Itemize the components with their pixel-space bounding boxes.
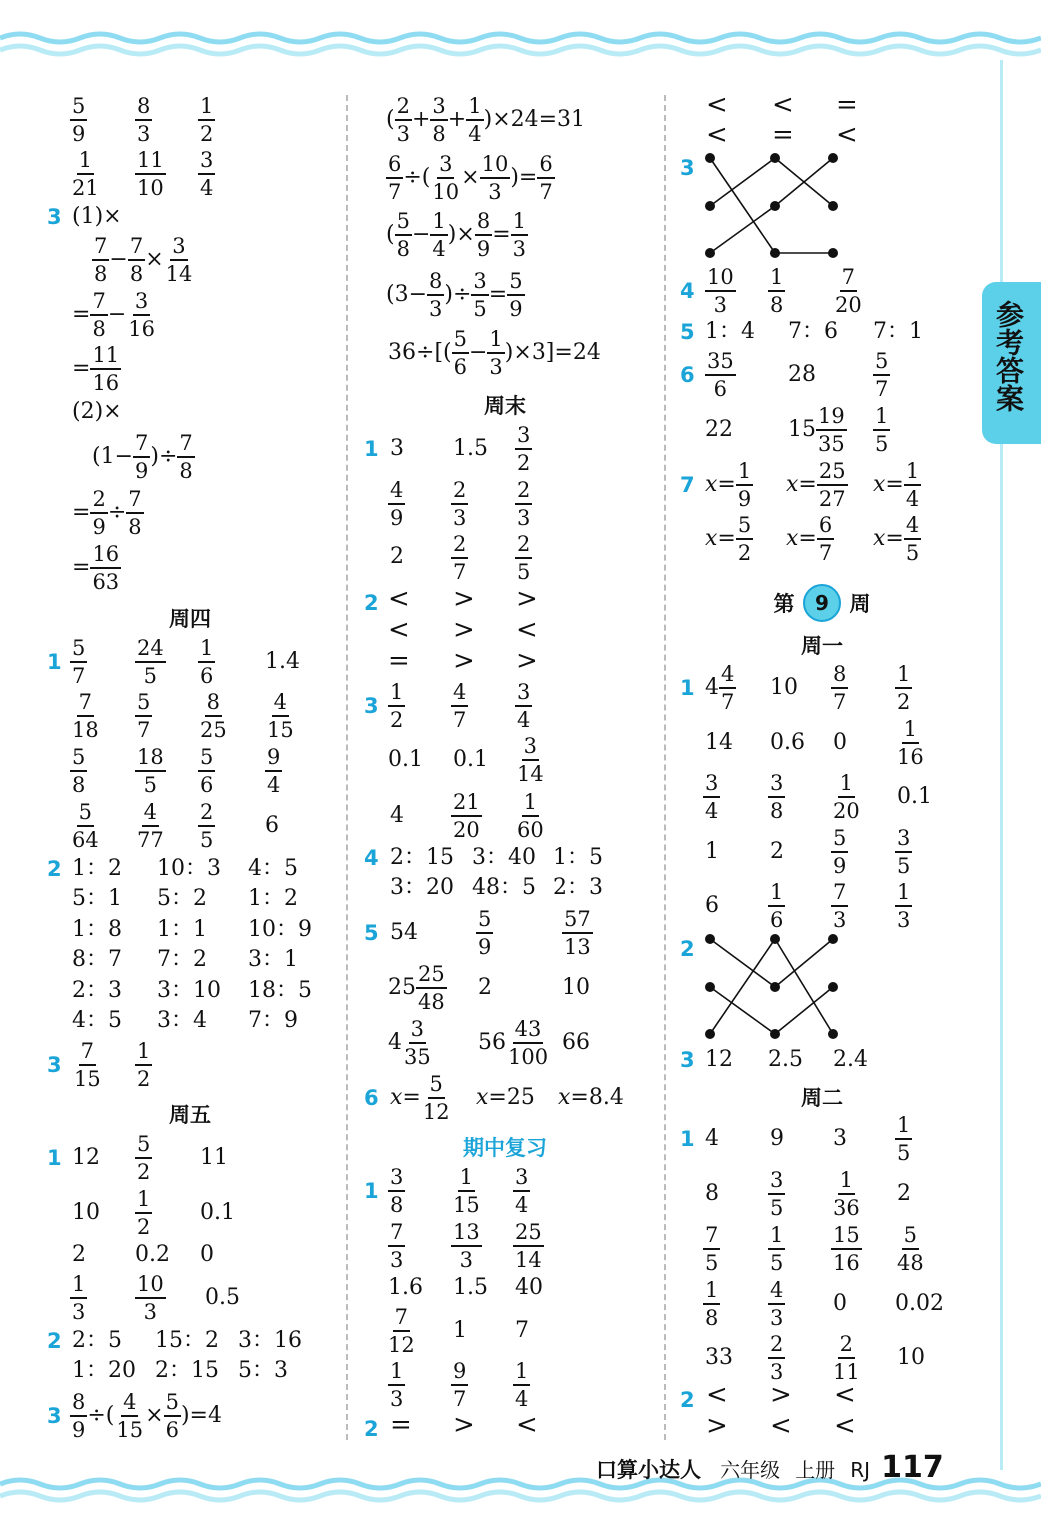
ratio-answer: 4：5 — [72, 1008, 122, 1033]
answer-item: 6 — [265, 813, 279, 838]
answer-item: $\frac{5}{2}$ — [137, 1132, 151, 1184]
equation: 36÷[( $\frac{5}{6}$ − $\frac{1}{3}$ )×3]=24 — [388, 327, 601, 379]
compare-symbol: < — [772, 90, 794, 120]
compare-symbol: < — [834, 1380, 856, 1410]
answer-item: $\frac{5}{7}$ — [875, 349, 889, 401]
footer — [596, 1450, 944, 1485]
footer-edition: RJ — [850, 1458, 871, 1482]
question-number: 3 — [364, 694, 379, 718]
answer-item: 4 — [390, 803, 404, 828]
answer-tab — [982, 282, 1041, 444]
answer-item: $\frac{1}{5}$ — [770, 1223, 784, 1275]
sub-label: (1)× — [72, 204, 122, 229]
answer-item: x= $\frac{6}{7}$ — [786, 513, 833, 565]
answer-item: $\frac{1}{21}$ — [72, 148, 99, 200]
answer-item: $\frac{21}{20}$ — [453, 790, 480, 842]
answer-item: $\frac{5}{9}$ — [833, 826, 847, 878]
calc-step: = $\frac{7}{8}$ − $\frac{3}{16}$ — [72, 289, 155, 341]
answer-item: 0.1 — [200, 1200, 235, 1225]
answer-item: 14 — [705, 730, 733, 755]
ratio-answer: 15：2 — [155, 1328, 219, 1353]
section-title-zhoumo: 周末 — [484, 394, 526, 418]
ratio-answer: 3：16 — [238, 1328, 302, 1353]
answer-item: $\frac{5}{8}$ — [72, 745, 86, 797]
answer-item: 15 $\frac{19}{35}$ — [788, 404, 845, 456]
answer-item: 1.5 — [453, 1275, 488, 1300]
answer-item: 10 — [562, 975, 590, 1000]
answer-item: x= $\frac{5}{12}$ — [390, 1072, 450, 1124]
section-title-zhouer: 周二 — [801, 1086, 843, 1110]
answer-item: $\frac{2}{3}$ — [770, 1332, 784, 1384]
answer-item: x=25 — [476, 1085, 535, 1110]
answer-item: $\frac{8}{3}$ — [137, 94, 151, 146]
compare-symbol: < — [516, 1410, 538, 1440]
compare-symbol: < — [836, 120, 858, 150]
question-number: 2 — [364, 591, 379, 615]
ratio-answer: 2：5 — [72, 1328, 122, 1353]
ratio-answer: 1：8 — [72, 917, 122, 942]
answer-item: $\frac{1}{15}$ — [453, 1165, 480, 1217]
ratio-answer: 3：40 — [472, 845, 536, 870]
question-number: 3 — [47, 205, 62, 229]
ratio-answer: 3：1 — [248, 947, 298, 972]
ratio-answer: 10：9 — [248, 917, 312, 942]
answer-item: 10 — [897, 1345, 925, 1370]
answer-item: 0.1 — [453, 747, 488, 772]
answer-item: $\frac{1}{4}$ — [515, 1359, 529, 1411]
answer-item: $\frac{5}{9}$ — [72, 94, 86, 146]
section-title-zhousi: 周四 — [169, 607, 211, 631]
answer-item: $\frac{35}{6}$ — [707, 349, 734, 401]
calc-step: = $\frac{16}{63}$ — [72, 542, 120, 594]
week-badge — [803, 584, 841, 622]
answer-item: $\frac{3}{8}$ — [770, 771, 784, 823]
answer-item: $\frac{8}{25}$ — [200, 690, 227, 742]
ratio-answer: 3：10 — [157, 978, 221, 1003]
compare-symbol: > — [453, 584, 475, 614]
answer-item: 40 — [515, 1275, 543, 1300]
answer-item: x=8.4 — [558, 1085, 624, 1110]
answer-item: x= $\frac{25}{27}$ — [786, 459, 846, 511]
answer-item: $\frac{1}{3}$ — [390, 1359, 404, 1411]
ratio-answer: 7：9 — [248, 1008, 298, 1033]
answer-item: $\frac{9}{4}$ — [267, 745, 281, 797]
ratio-answer: 3：4 — [157, 1008, 207, 1033]
answer-item: 4 $\frac{3}{35}$ — [388, 1017, 431, 1069]
sub-label: (2)× — [72, 399, 122, 424]
answer-item: 9 — [770, 1126, 784, 1151]
answer-item: 33 — [705, 1345, 733, 1370]
answer-item: 0 — [200, 1242, 214, 1267]
answer-tab-label: 参考答案 — [992, 300, 1025, 412]
ratio-answer: 5：2 — [157, 886, 207, 911]
answer-item: $\frac{7}{3}$ — [833, 880, 847, 932]
answer-item: $\frac{1}{3}$ — [72, 1272, 86, 1324]
answer-item: 0.1 — [388, 747, 423, 772]
footer-grade: 六年级 — [720, 1458, 781, 1482]
answer-item: 2.5 — [768, 1047, 803, 1072]
answer-item: $\frac{2}{11}$ — [833, 1332, 860, 1384]
answer-item: $\frac{3}{8}$ — [390, 1165, 404, 1217]
answer-item: $\frac{1}{3}$ — [897, 880, 911, 932]
ratio-answer: 7：6 — [788, 319, 838, 344]
question-number: 1 — [47, 650, 62, 674]
answer-item: $\frac{15}{16}$ — [833, 1223, 860, 1275]
answer-item: $\frac{4}{9}$ — [390, 478, 404, 530]
week-prefix: 第 — [773, 592, 795, 616]
compare-symbol: < — [834, 1411, 856, 1441]
answer-item: x= $\frac{4}{5}$ — [873, 513, 920, 565]
answer-item: $\frac{5}{48}$ — [897, 1223, 924, 1275]
answer-item: $\frac{1}{36}$ — [833, 1168, 860, 1220]
compare-symbol: = — [836, 90, 858, 120]
answer-item: $\frac{2}{7}$ — [453, 532, 467, 584]
answer-item: $\frac{3}{14}$ — [517, 734, 544, 786]
compare-symbol: > — [516, 584, 538, 614]
answer-item: $\frac{5}{7}$ — [72, 636, 86, 688]
answer-item: $\frac{10}{3}$ — [137, 1272, 164, 1324]
section-title-zhouyi: 周一 — [801, 634, 843, 658]
answer-item: 7 — [515, 1318, 529, 1343]
section-title-midterm: 期中复习 — [463, 1136, 547, 1160]
question-number: 2 — [47, 857, 62, 881]
question-number: 1 — [364, 1179, 379, 1203]
answer-item: $\frac{9}{7}$ — [453, 1359, 467, 1411]
answer-item: 2 — [770, 839, 784, 864]
answer-item: $\frac{7}{20}$ — [835, 265, 862, 317]
answer-item: 11 — [200, 1145, 228, 1170]
answer-item: $\frac{3}{4}$ — [515, 1165, 529, 1217]
answer-item: $\frac{3}{4}$ — [705, 771, 719, 823]
answer-item: $\frac{1}{5}$ — [875, 404, 889, 456]
calc-step: = $\frac{2}{9}$ ÷ $\frac{7}{8}$ — [72, 487, 142, 539]
answer-item: $\frac{24}{5}$ — [137, 636, 164, 688]
compare-symbol: < — [388, 584, 410, 614]
ratio-answer: 10：3 — [157, 856, 221, 881]
ratio-answer: 1：20 — [72, 1358, 136, 1383]
answer-item: $\frac{1}{2}$ — [200, 94, 214, 146]
answer-item: $\frac{1}{6}$ — [770, 880, 784, 932]
answer-item: $\frac{7}{12}$ — [388, 1305, 415, 1357]
answer-item: $\frac{3}{4}$ — [200, 148, 214, 200]
answer-item: $\frac{3}{2}$ — [517, 423, 531, 475]
compare-symbol: = — [772, 120, 794, 150]
equation: $\frac{6}{7}$ ÷( $\frac{3}{10}$ × $\frac{10}{3}$ )= $\frac{6}{7}$ — [388, 152, 553, 204]
page-number: 117 — [881, 1450, 944, 1485]
answer-item: 0.02 — [895, 1291, 944, 1316]
answer-item: $\frac{1}{60}$ — [517, 790, 544, 842]
answer-item: $\frac{1}{2}$ — [897, 662, 911, 714]
compare-symbol: > — [453, 646, 475, 676]
question-number: 2 — [364, 1417, 379, 1441]
answer-item: $\frac{7}{18}$ — [72, 690, 99, 742]
question-number: 6 — [680, 363, 695, 387]
question-number: 1 — [680, 676, 695, 700]
answer-item: x= $\frac{1}{4}$ — [873, 459, 920, 511]
ratio-answer: 18：5 — [248, 978, 312, 1003]
calc-step: = $\frac{11}{16}$ — [72, 343, 120, 395]
calc-step: $\frac{7}{8}$ − $\frac{7}{8}$ × $\frac{3}{14}$ — [94, 234, 193, 286]
answer-item: 66 — [562, 1030, 590, 1055]
answer-item: $\frac{2}{5}$ — [517, 532, 531, 584]
answer-item: 10 — [770, 675, 798, 700]
ratio-answer: 3：20 — [390, 875, 454, 900]
answer-item: 4 — [705, 1126, 719, 1151]
column-divider-1 — [346, 95, 348, 1440]
answer-item: $\frac{5}{7}$ — [137, 690, 151, 742]
matching-lines-q2 — [700, 931, 845, 1041]
top-wave-border — [0, 28, 1041, 62]
compare-symbol: < — [706, 90, 728, 120]
answer-item: 2 — [390, 544, 404, 569]
answer-item: $\frac{57}{13}$ — [564, 907, 591, 959]
answer-item: $\frac{5}{9}$ — [478, 907, 492, 959]
footer-volume: 上册 — [795, 1458, 836, 1482]
compare-symbol: < — [706, 1380, 728, 1410]
answer-item: $\frac{2}{5}$ — [200, 800, 214, 852]
answer-item: $\frac{10}{3}$ — [707, 265, 734, 317]
answer-item: 0.5 — [205, 1285, 240, 1310]
answer-item: $\frac{1}{8}$ — [770, 265, 784, 317]
answer-item: $\frac{3}{4}$ — [517, 680, 531, 732]
ratio-answer: 8：7 — [72, 947, 122, 972]
compare-symbol: > — [706, 1411, 728, 1441]
answer-item: $\frac{4}{3}$ — [770, 1278, 784, 1330]
answer-item: $\frac{1}{5}$ — [897, 1113, 911, 1165]
question-number: 5 — [364, 921, 379, 945]
answer-item: x= $\frac{1}{9}$ — [705, 459, 752, 511]
matching-lines-q3 — [700, 150, 845, 260]
ratio-answer: 1：2 — [248, 886, 298, 911]
compare-symbol: < — [388, 615, 410, 645]
answer-item: 4 $\frac{4}{7}$ — [705, 662, 735, 714]
answer-item: 1 — [705, 839, 719, 864]
answer-item: 2 — [72, 1242, 86, 1267]
answer-item: $\frac{1}{2}$ — [137, 1187, 151, 1239]
equation: (3− $\frac{8}{3}$ )÷ $\frac{3}{5}$ = $\frac{5}{9}$ — [386, 269, 523, 321]
column-divider-2 — [664, 95, 666, 1440]
calc-step: $\frac{8}{9}$ ÷( $\frac{4}{15}$ × $\frac{5}{6}$ )=4 — [72, 1390, 222, 1442]
answer-item: $\frac{8}{7}$ — [833, 662, 847, 714]
answer-item: 8 — [705, 1181, 719, 1206]
compare-symbol: < — [706, 120, 728, 150]
question-number: 1 — [680, 1127, 695, 1151]
ratio-answer: 4：5 — [248, 856, 298, 881]
answer-item: $\frac{1}{2}$ — [390, 680, 404, 732]
ratio-answer: 1：1 — [157, 917, 207, 942]
answer-item: 0 — [833, 1291, 847, 1316]
answer-item: 10 — [72, 1200, 100, 1225]
answer-item: $\frac{4}{15}$ — [267, 690, 294, 742]
answer-item: 22 — [705, 417, 733, 442]
ratio-answer: 48：5 — [472, 875, 536, 900]
answer-item: $\frac{1}{2}$ — [137, 1039, 151, 1091]
answer-item: $\frac{2}{3}$ — [453, 478, 467, 530]
compare-symbol: = — [390, 1410, 412, 1440]
answer-item: $\frac{7}{3}$ — [390, 1220, 404, 1272]
question-number: 2 — [680, 937, 695, 961]
equation: ( $\frac{2}{3}$ + $\frac{3}{8}$ + $\frac{1}{4}$ )×24=31 — [386, 94, 586, 146]
ratio-answer: 2：15 — [390, 845, 454, 870]
answer-item: 1.4 — [265, 649, 300, 674]
answer-item: $\frac{18}{5}$ — [137, 745, 164, 797]
compare-symbol: = — [388, 646, 410, 676]
answer-item: x= $\frac{5}{2}$ — [705, 513, 752, 565]
answer-item: $\frac{3}{5}$ — [897, 826, 911, 878]
question-number: 3 — [47, 1053, 62, 1077]
question-number: 3 — [47, 1404, 62, 1428]
ratio-answer: 2：3 — [72, 978, 122, 1003]
answer-item: 0.1 — [897, 784, 932, 809]
answer-item: 6 — [705, 893, 719, 918]
ratio-answer: 7：2 — [157, 947, 207, 972]
compare-symbol: < — [516, 615, 538, 645]
equation: ( $\frac{5}{8}$ − $\frac{1}{4}$ )× $\frac{8}{9}$ = $\frac{1}{3}$ — [386, 209, 526, 261]
answer-item: $\frac{1}{8}$ — [705, 1278, 719, 1330]
answer-item: 0.6 — [770, 730, 805, 755]
answer-item: $\frac{13}{3}$ — [453, 1220, 480, 1272]
question-number: 1 — [47, 1146, 62, 1170]
answer-item: 0 — [833, 730, 847, 755]
ratio-answer: 5：3 — [238, 1358, 288, 1383]
calc-step: (1− $\frac{7}{9}$ )÷ $\frac{7}{8}$ — [92, 431, 193, 483]
answer-item: 2.4 — [833, 1047, 868, 1072]
right-edge-strip — [1000, 60, 1023, 1470]
answer-item: 56 $\frac{43}{100}$ — [478, 1017, 549, 1069]
ratio-answer: 2：15 — [155, 1358, 219, 1383]
week-suffix: 周 — [849, 592, 871, 616]
answer-item: $\frac{1}{20}$ — [833, 771, 860, 823]
ratio-answer: 1：4 — [705, 319, 755, 344]
question-number: 5 — [680, 320, 695, 344]
compare-symbol: > — [516, 646, 538, 676]
ratio-answer: 7：1 — [873, 319, 923, 344]
question-number: 3 — [680, 1048, 695, 1072]
question-number: 2 — [680, 1388, 695, 1412]
answer-item: $\frac{3}{5}$ — [770, 1168, 784, 1220]
answer-item: $\frac{5}{64}$ — [72, 800, 99, 852]
week-number: 9 — [815, 591, 829, 615]
question-number: 7 — [680, 473, 695, 497]
answer-item: 3 — [833, 1126, 847, 1151]
question-number: 4 — [364, 846, 379, 870]
answer-item: $\frac{11}{10}$ — [137, 148, 164, 200]
compare-symbol: > — [453, 615, 475, 645]
answer-item: $\frac{4}{7}$ — [453, 680, 467, 732]
question-number: 3 — [680, 156, 695, 180]
answer-item: 0.2 — [135, 1242, 170, 1267]
answer-item: $\frac{1}{16}$ — [897, 717, 924, 769]
answer-item: $\frac{7}{5}$ — [705, 1223, 719, 1275]
answer-item: 1.6 — [388, 1275, 423, 1300]
compare-symbol: < — [770, 1411, 792, 1441]
ratio-answer: 1：5 — [553, 845, 603, 870]
answer-item: $\frac{5}{6}$ — [200, 745, 214, 797]
answer-item: 12 — [72, 1145, 100, 1170]
section-title-zhouwu: 周五 — [169, 1103, 211, 1127]
question-number: 6 — [364, 1086, 379, 1110]
answer-item: $\frac{1}{6}$ — [200, 636, 214, 688]
answer-item: 12 — [705, 1047, 733, 1072]
footer-brand: 口算小达人 — [596, 1458, 701, 1482]
ratio-answer: 1：2 — [72, 856, 122, 881]
compare-symbol: > — [453, 1410, 475, 1440]
answer-item: 2 — [478, 975, 492, 1000]
answer-item: 2 — [897, 1181, 911, 1206]
answer-item: 25 $\frac{25}{48}$ — [388, 962, 445, 1014]
answer-item: 1.5 — [453, 436, 488, 461]
answer-item: 28 — [788, 362, 816, 387]
compare-symbol: > — [770, 1380, 792, 1410]
answer-item: $\frac{7}{15}$ — [74, 1039, 101, 1091]
answer-item: 3 — [390, 436, 404, 461]
answer-item: $\frac{25}{14}$ — [515, 1220, 542, 1272]
answer-item: $\frac{2}{3}$ — [517, 478, 531, 530]
ratio-answer: 2：3 — [553, 875, 603, 900]
ratio-answer: 5：1 — [72, 886, 122, 911]
question-number: 2 — [47, 1329, 62, 1353]
question-number: 4 — [680, 279, 695, 303]
answer-item: 54 — [390, 920, 418, 945]
answer-item: $\frac{4}{77}$ — [137, 800, 164, 852]
answer-item: 1 — [453, 1318, 467, 1343]
question-number: 1 — [364, 437, 379, 461]
